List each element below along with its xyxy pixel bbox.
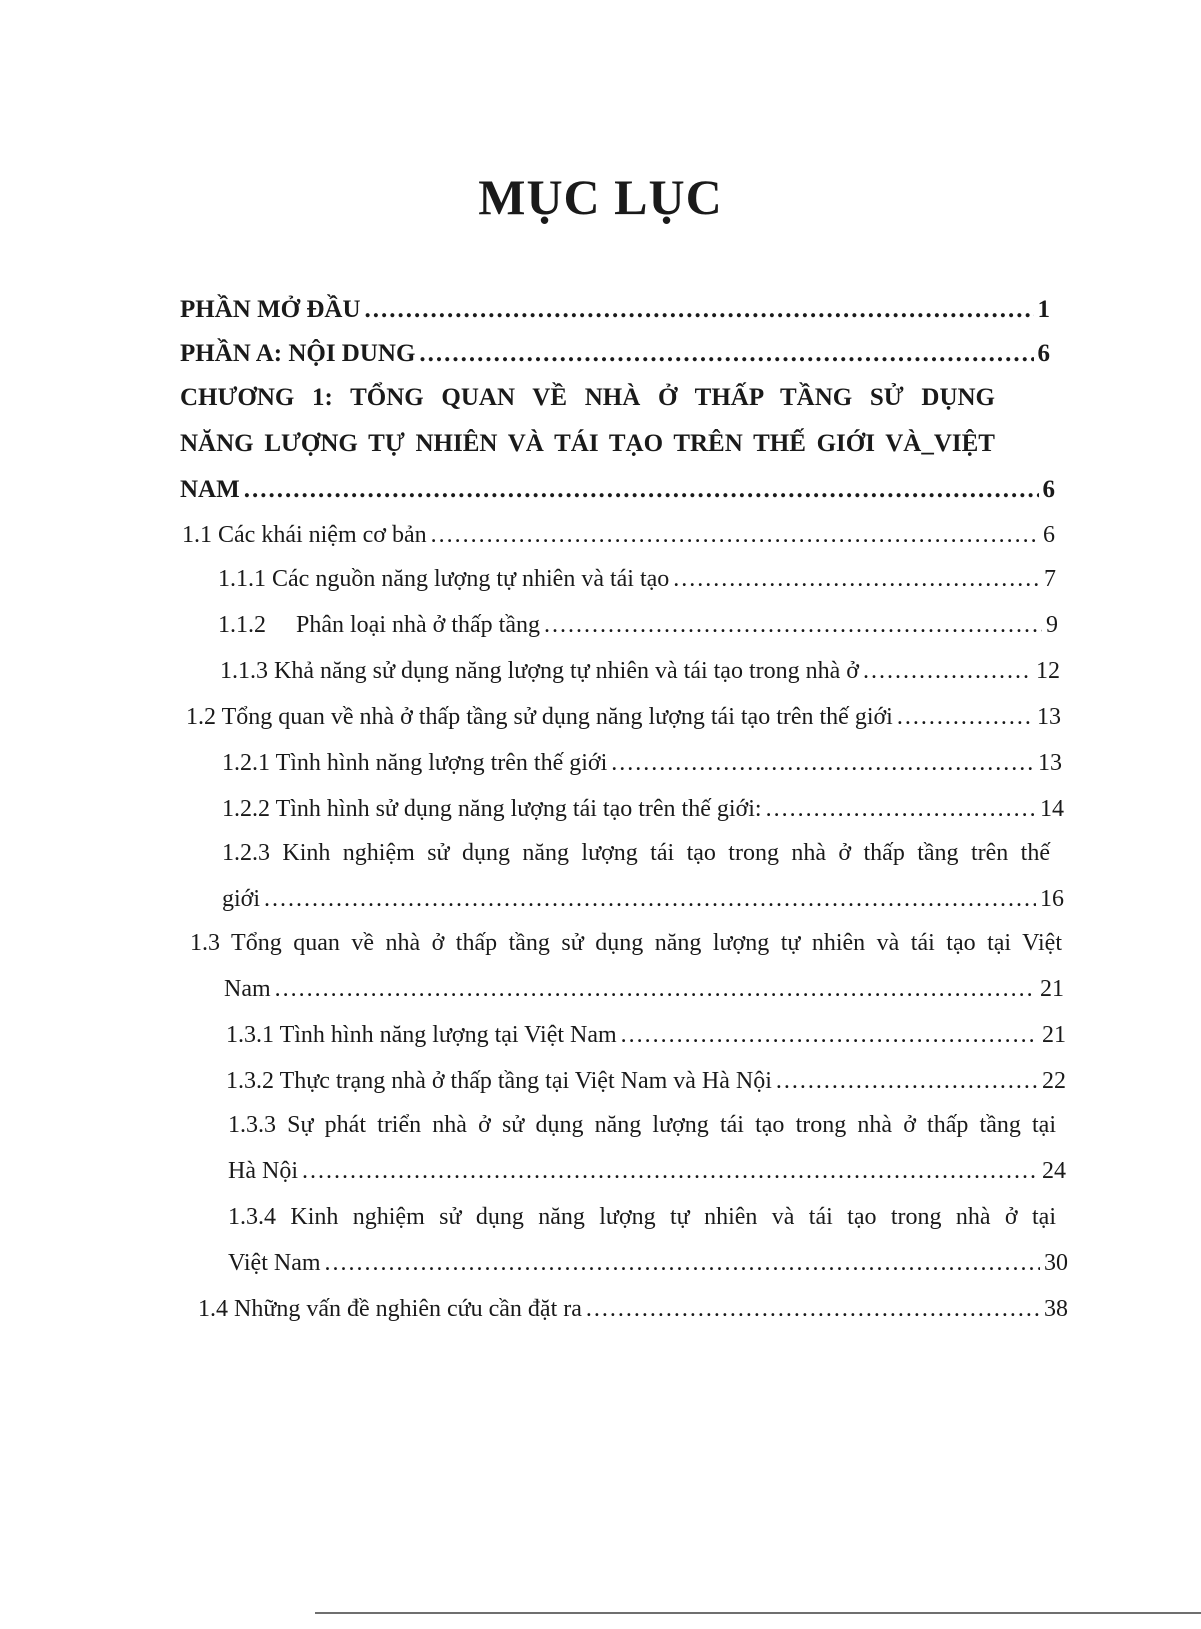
leader-dots [611, 750, 1034, 777]
toc-entry-label: PHẦN MỞ ĐẦU [180, 296, 361, 323]
toc-entry [228, 1158, 1066, 1185]
toc-entry-page: 21 [1040, 976, 1064, 1002]
toc-entry-line: CHƯƠNG 1: TỔNG QUAN VỀ NHÀ Ở THẤP TẦNG SỬ DỤNG [180, 384, 995, 411]
toc-entry-line: 1.3.3 Sự phát triển nhà ở sử dụng năng lượng tái tạo trong nhà ở thấp tầng tại [228, 1112, 1056, 1138]
toc-entry-label: 1.1.3 Khả năng sử dụng năng lượng tự nhiên và tái tạo trong nhà ở [220, 658, 859, 684]
leader-dots [863, 658, 1032, 685]
toc-entry-page: 1 [1037, 296, 1050, 323]
bottom-rule [315, 1612, 1201, 1614]
leader-dots [621, 1022, 1038, 1049]
toc-entry-page: 13 [1038, 750, 1062, 776]
toc-entry [226, 1068, 1066, 1095]
toc-entry [218, 566, 1056, 593]
toc-entry-line: NĂNG LƯỢNG TỰ NHIÊN VÀ TÁI TẠO TRÊN THẾ GIỚI VÀ_VIỆT [180, 430, 995, 457]
toc-entry [222, 796, 1064, 823]
toc-entry-label: 1.2.1 Tình hình năng lượng trên thế giới [222, 750, 608, 776]
toc-entry-label: 1.3.2 Thực trạng nhà ở thấp tầng tại Việt Nam và Hà Nội [226, 1068, 772, 1094]
toc-entry-label: 1.1 Các khái niệm cơ bản [182, 522, 427, 548]
toc-entry [180, 476, 1055, 504]
toc-entry-label: 1.2.2 Tình hình sử dụng năng lượng tái tạo trên thế giới: [222, 796, 762, 822]
toc-entry-label: giới [222, 886, 261, 912]
toc-entry-page: 21 [1042, 1022, 1066, 1048]
toc-entry [220, 658, 1060, 685]
leader-dots [365, 296, 1034, 324]
leader-dots [302, 1158, 1038, 1185]
toc-entry [228, 1250, 1068, 1277]
leader-dots [244, 476, 1039, 504]
leader-dots [544, 612, 1042, 639]
leader-dots [264, 886, 1036, 913]
toc-entry-page: 6 [1037, 340, 1050, 367]
page-title: MỤC LỤC [478, 169, 723, 225]
toc-entry-page: 16 [1040, 886, 1064, 912]
leader-dots [419, 340, 1033, 368]
toc-entry [224, 976, 1064, 1003]
leader-dots [586, 1296, 1040, 1323]
leader-dots [673, 566, 1040, 593]
toc-entry-label: NAM [180, 476, 240, 503]
toc-entry-line: 1.3.4 Kinh nghiệm sử dụng năng lượng tự nhiên và tái tạo trong nhà ở tại [228, 1204, 1056, 1230]
toc-entry [182, 522, 1055, 549]
toc-entry [226, 1022, 1066, 1049]
toc-entry-label: 1.3.1 Tình hình năng lượng tại Việt Nam [226, 1022, 617, 1048]
toc-entry [222, 886, 1064, 913]
toc-entry [198, 1296, 1068, 1323]
toc-entry-label: 1.2 Tổng quan về nhà ở thấp tầng sử dụng năng lượng tái tạo trên thế giới [186, 704, 893, 730]
toc-entry-label: Việt Nam [228, 1250, 321, 1276]
toc-entry-page: 7 [1044, 566, 1056, 592]
toc-entry-label: Nam [224, 976, 271, 1002]
toc-entry-page: 9 [1046, 612, 1058, 638]
leader-dots [325, 1250, 1040, 1277]
toc-entry-page: 38 [1044, 1296, 1068, 1322]
leader-dots [776, 1068, 1038, 1095]
toc-entry-label: 1.1.1 Các nguồn năng lượng tự nhiên và tái tạo [218, 566, 670, 592]
toc-entry-page: 6 [1043, 522, 1055, 548]
toc-entry-page: 13 [1037, 704, 1061, 730]
toc-entry [186, 704, 1061, 731]
leader-dots [766, 796, 1036, 823]
toc-entry [218, 612, 1058, 639]
toc-entry-page: 30 [1044, 1250, 1068, 1276]
toc-entry-page: 6 [1042, 476, 1055, 503]
toc-entry-page: 12 [1036, 658, 1060, 684]
toc-entry-page: 24 [1042, 1158, 1066, 1184]
toc-entry-page: 22 [1042, 1068, 1066, 1094]
toc-entry-label: 1.1.2 Phân loại nhà ở thấp tầng [218, 612, 540, 638]
toc-entry-line: 1.2.3 Kinh nghiệm sử dụng năng lượng tái tạo trong nhà ở thấp tầng trên thế [222, 840, 1050, 866]
toc-entry [180, 340, 1050, 368]
leader-dots [897, 704, 1033, 731]
toc-entry-label: Hà Nội [228, 1158, 298, 1184]
toc-entry-page: 14 [1040, 796, 1064, 822]
leader-dots [275, 976, 1036, 1003]
leader-dots [431, 522, 1039, 549]
toc-entry-label: 1.4 Những vấn đề nghiên cứu cần đặt ra [198, 1296, 582, 1322]
toc-entry [180, 296, 1050, 324]
toc-entry-line: 1.3 Tổng quan về nhà ở thấp tầng sử dụng năng lượng tự nhiên và tái tạo tại Việt [190, 930, 1062, 956]
toc-entry-label: PHẦN A: NỘI DUNG [180, 340, 416, 367]
toc-entry [222, 750, 1062, 777]
